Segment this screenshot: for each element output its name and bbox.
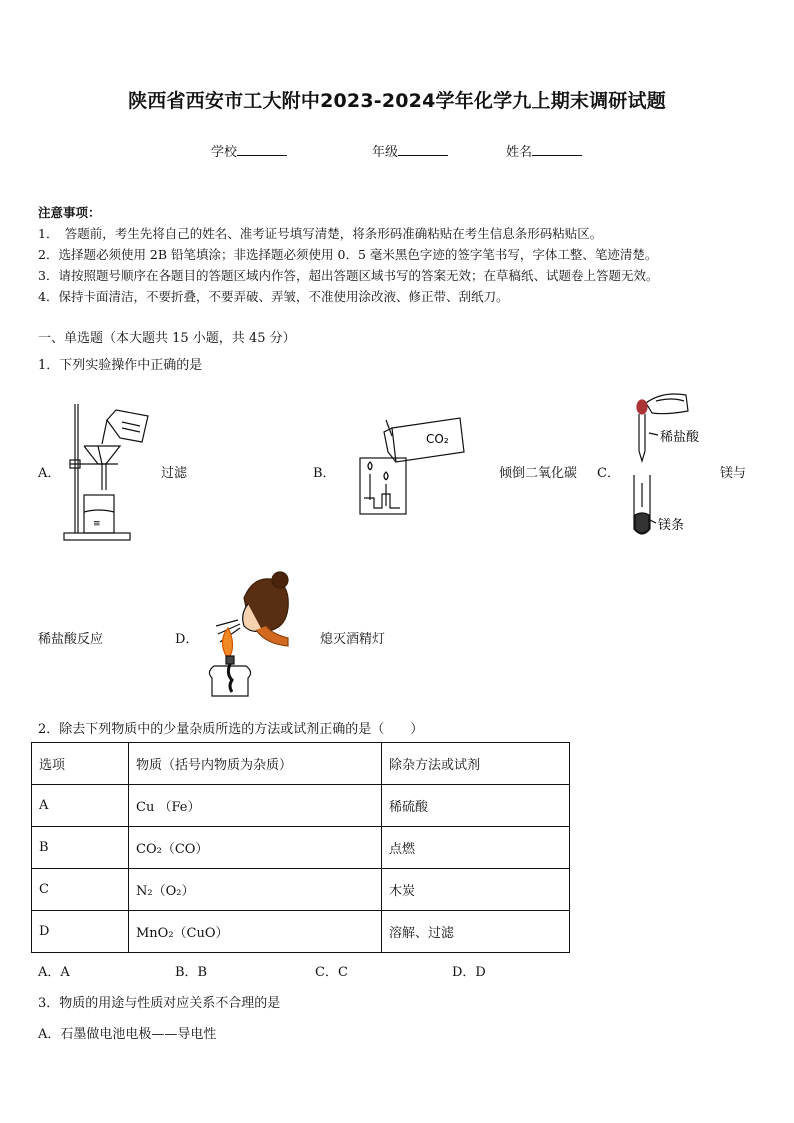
q1-option-c-text-1: 镁与: [720, 466, 747, 481]
name-field[interactable]: [506, 141, 582, 160]
grade-label: 年级: [372, 145, 399, 160]
q1-option-c-text-2: 稀盐酸反应: [38, 632, 104, 647]
table-cell: 稀硫酸: [382, 785, 570, 827]
notes-section: [38, 202, 658, 307]
table-row: [32, 911, 570, 953]
notes-heading: 注意事项：: [38, 205, 101, 220]
table-cell: D: [32, 911, 129, 953]
magnesium-acid-figure: [626, 389, 726, 539]
q1-option-d-letter[interactable]: D．: [175, 632, 199, 647]
table-cell: 点燃: [382, 827, 570, 869]
table-row: [32, 869, 570, 911]
q2-option-a[interactable]: A．A: [38, 965, 70, 980]
school-field[interactable]: [211, 141, 287, 160]
table-header-cell: 物质（括号内物质为杂质）: [129, 743, 382, 785]
table-cell: Cu （Fe）: [129, 785, 382, 827]
co2-label: CO₂: [426, 432, 449, 446]
q3-option-a[interactable]: A．石墨做电池电极——导电性: [38, 1027, 217, 1042]
q1-option-d-text: 熄灭酒精灯: [320, 632, 386, 647]
filtration-apparatus-figure: [62, 402, 160, 544]
table-header-cell: 除杂方法或试剂: [382, 743, 570, 785]
section-heading: 一、单选题（本大题共 15 小题，共 45 分）: [38, 331, 296, 346]
question-3-stem: 3．物质的用途与性质对应关系不合理的是: [38, 996, 281, 1011]
note-item: 1． 答题前，考生先将自己的姓名、准考证号填写清楚，将条形码准确粘贴在考生信息条形码粘贴区。: [38, 226, 603, 241]
q1-option-a-text: 过滤: [161, 466, 188, 481]
q2-option-c[interactable]: C．C: [315, 965, 348, 980]
note-item: 2．选择题必须使用 2B 铅笔填涂；非选择题必须使用 0．5 毫米黑色字迹的签字笔书写，字体工整、笔迹清楚。: [38, 247, 658, 262]
grade-field[interactable]: [372, 141, 448, 160]
name-label: 姓名: [506, 145, 533, 160]
q1-option-a-letter[interactable]: A．: [38, 466, 61, 481]
table-row: [32, 827, 570, 869]
q1-option-b-text: 倾倒二氧化碳: [499, 466, 578, 481]
pour-co2-figure: [356, 412, 476, 518]
impurity-removal-table: [31, 742, 570, 953]
svg-text:≡: ≡: [93, 519, 101, 529]
table-cell: MnO₂（CuO）: [129, 911, 382, 953]
table-cell: N₂（O₂）: [129, 869, 382, 911]
question-1-stem: 1．下列实验操作中正确的是: [38, 358, 203, 373]
blow-out-lamp-figure: [196, 568, 304, 708]
table-cell: A: [32, 785, 129, 827]
table-cell: CO₂（CO）: [129, 827, 382, 869]
table-cell: B: [32, 827, 129, 869]
table-cell: 木炭: [382, 869, 570, 911]
table-cell: 溶解、过滤: [382, 911, 570, 953]
page-title: 陕西省西安市工大附中2023-2024学年化学九上期末调研试题: [128, 90, 666, 112]
table-cell: C: [32, 869, 129, 911]
q1-option-b-letter[interactable]: B．: [313, 466, 336, 481]
q1-option-c-letter[interactable]: C．: [597, 466, 620, 481]
dilute-hcl-label: 稀盐酸: [660, 430, 700, 445]
note-item: 4．保持卡面清洁，不要折叠，不要弄破、弄皱，不准使用涂改液、修正带、刮纸刀。: [38, 289, 509, 304]
magnesium-ribbon-label: 镁条: [658, 518, 685, 533]
question-2-stem: 2．除去下列物质中的少量杂质所选的方法或试剂正确的是（ ）: [38, 722, 424, 737]
table-header-row: [32, 743, 570, 785]
school-label: 学校: [211, 145, 238, 160]
table-header-cell: 选项: [32, 743, 129, 785]
note-item: 3．请按照题号顺序在各题目的答题区域内作答，超出答题区域书写的答案无效；在草稿纸、试题卷上答题无效。: [38, 268, 659, 283]
q2-option-b[interactable]: B．B: [175, 965, 208, 980]
q2-option-d[interactable]: D．D: [452, 965, 486, 980]
table-row: [32, 785, 570, 827]
